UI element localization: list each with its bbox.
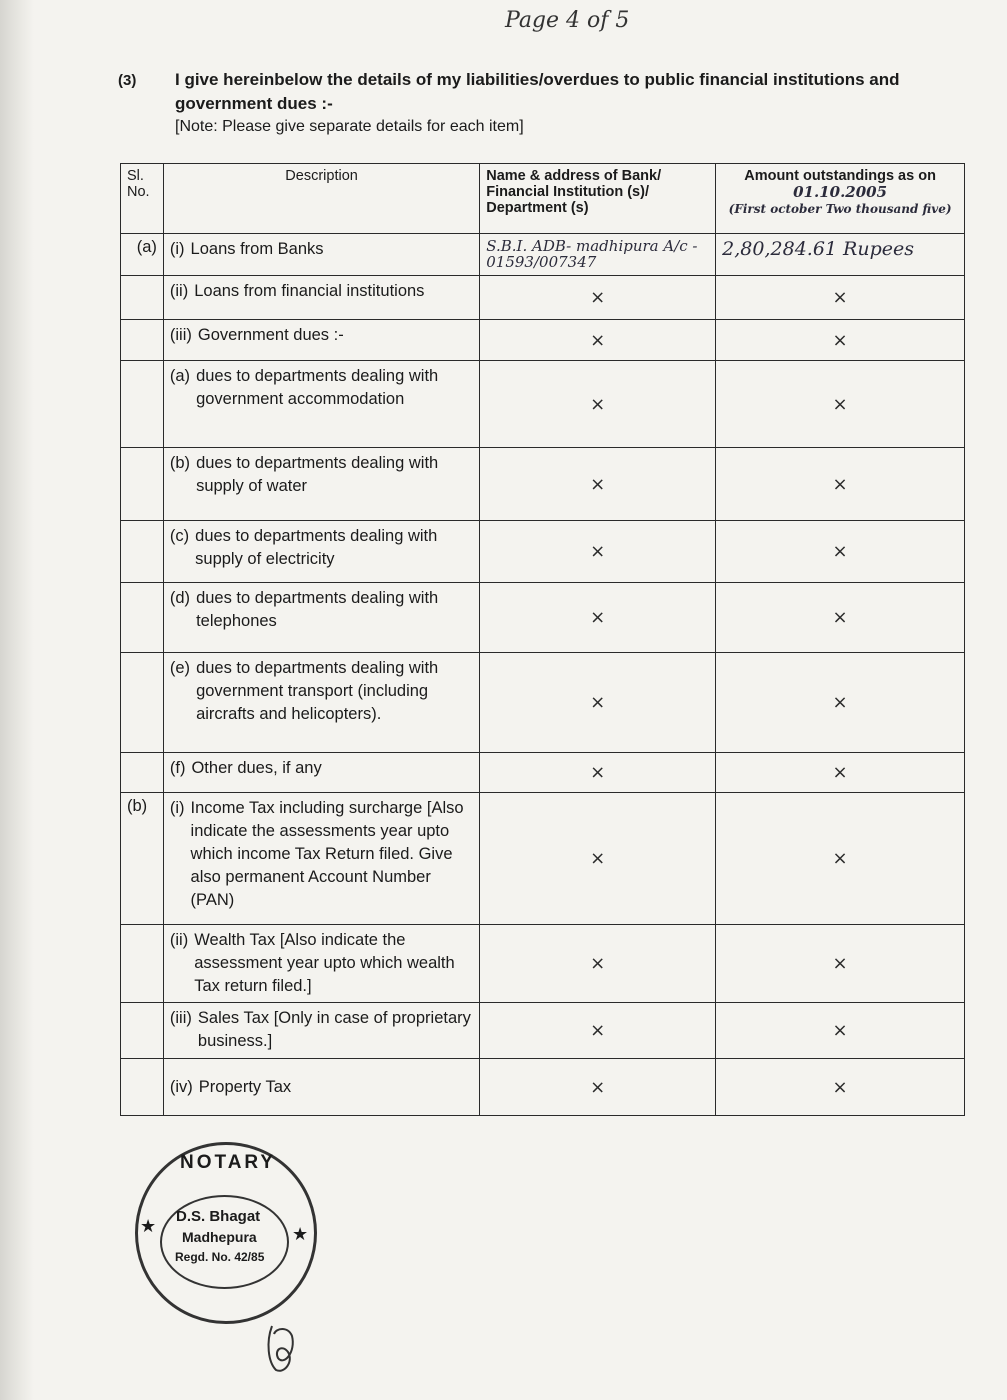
star-icon: ★ [140, 1216, 157, 1236]
row-marker: (d) [169, 589, 191, 607]
row-bank-cross: × [480, 521, 716, 583]
row-amount-handwritten: 2,80,284.61 Rupees [716, 234, 965, 276]
table-row [121, 1003, 965, 1059]
row-sl [121, 361, 164, 448]
row-description [163, 234, 479, 276]
row-sl [121, 1059, 164, 1116]
row-desc-text: Other dues, if any [191, 759, 322, 777]
row-description [163, 925, 479, 1003]
table-row [121, 583, 965, 653]
row-desc-text: Sales Tax [Only in case of proprietary business.] [197, 1009, 471, 1050]
row-bank-cross: × [480, 753, 716, 793]
row-bank-cross: × [480, 320, 716, 361]
row-description [163, 320, 479, 361]
row-sl [121, 753, 164, 793]
section-note: [Note: Please give separate details for each item] [175, 118, 524, 135]
row-description [163, 361, 479, 448]
notary-stamp-place: Madhepura [182, 1229, 257, 1245]
row-bank-cross: × [480, 1003, 716, 1059]
row-marker: (f) [169, 759, 186, 777]
header-description: Description [163, 164, 479, 234]
table-row [121, 925, 965, 1003]
row-bank-cross: × [480, 276, 716, 320]
row-bank-cross: × [480, 583, 716, 653]
page-left-edge-shadow [0, 0, 34, 1400]
row-bank-cross: × [480, 448, 716, 521]
row-desc-text: dues to departments dealing with supply of electricity [195, 527, 438, 568]
table-row [121, 753, 965, 793]
row-marker: (ii) [169, 282, 189, 300]
row-description [163, 521, 479, 583]
table-row [121, 234, 965, 276]
row-description [163, 1059, 479, 1116]
row-bank-cross: × [480, 1059, 716, 1116]
notary-stamp-title: NOTARY [180, 1152, 277, 1173]
header-sl-no: Sl. No. [121, 164, 164, 234]
row-sl: (a) [121, 234, 164, 276]
row-sl [121, 653, 164, 753]
header-amount-date: 01.10.2005 [793, 183, 888, 201]
row-bank-cross: × [480, 925, 716, 1003]
row-desc-text: Loans from Banks [190, 240, 324, 258]
table-row [121, 521, 965, 583]
row-amount-cross: × [716, 1003, 965, 1059]
table-row [121, 1059, 965, 1116]
row-description [163, 793, 479, 925]
row-description [163, 653, 479, 753]
signature-scribble [262, 1322, 300, 1374]
row-marker: (ii) [169, 931, 189, 949]
row-bank-cross: × [480, 653, 716, 753]
header-bank: Name & address of Bank/ Financial Institution (s)/ Department (s) [480, 164, 716, 234]
table-row [121, 793, 965, 925]
row-marker: (e) [169, 659, 191, 677]
row-desc-text: Government dues :- [197, 326, 344, 344]
header-amount [716, 164, 965, 234]
row-marker: (i) [169, 799, 185, 817]
row-desc-text: dues to departments dealing with telephones [196, 589, 439, 630]
row-marker: (iv) [169, 1077, 193, 1096]
item-number: (3) [118, 72, 137, 89]
row-amount-cross: × [716, 925, 965, 1003]
row-description [163, 276, 479, 320]
row-amount-cross: × [716, 320, 965, 361]
row-marker: (a) [169, 367, 191, 385]
row-description [163, 1003, 479, 1059]
row-desc-text: dues to departments dealing with supply of water [196, 454, 439, 495]
row-amount-cross: × [716, 583, 965, 653]
star-icon: ★ [292, 1224, 309, 1244]
row-description [163, 448, 479, 521]
section-heading: I give hereinbelow the details of my liabilities/overdues to public financial institutions and government dues :- [175, 70, 900, 113]
header-amount-prefix: Amount outstandings as on [744, 168, 936, 184]
row-marker: (iii) [169, 1009, 192, 1027]
row-amount-cross: × [716, 793, 965, 925]
row-sl [121, 276, 164, 320]
header-amount-date-words: (First october Two thousand five) [728, 202, 952, 216]
table-row [121, 276, 965, 320]
liabilities-table [120, 163, 965, 1116]
row-description [163, 753, 479, 793]
row-desc-text: Wealth Tax [Also indicate the assessment year upto which wealth Tax return filed.] [194, 931, 455, 995]
row-sl [121, 448, 164, 521]
row-sl [121, 1003, 164, 1059]
row-marker: (iii) [169, 326, 192, 344]
row-bank-cross: × [480, 793, 716, 925]
row-amount-cross: × [716, 276, 965, 320]
row-desc-text: Income Tax including surcharge [Also indicate the assessments year upto which income Tax Return filed. Give also permanent Account Number (PAN) [190, 799, 464, 909]
table-row [121, 653, 965, 753]
row-bank-handwritten: S.B.I. ADB- madhipura A/c - 01593/007347 [480, 234, 716, 276]
row-marker: (c) [169, 527, 190, 545]
row-desc-text: dues to departments dealing with government accommodation [196, 367, 439, 408]
row-amount-cross: × [716, 521, 965, 583]
row-amount-cross: × [716, 753, 965, 793]
table-row [121, 361, 965, 448]
row-amount-cross: × [716, 1059, 965, 1116]
row-amount-cross: × [716, 361, 965, 448]
row-desc-text: Property Tax [198, 1077, 292, 1096]
row-description [163, 583, 479, 653]
row-amount-cross: × [716, 448, 965, 521]
row-bank-cross: × [480, 361, 716, 448]
row-desc-text: dues to departments dealing with government transport (including aircrafts and helicopters). [196, 659, 439, 723]
row-sl [121, 583, 164, 653]
notary-stamp-name: D.S. Bhagat [176, 1208, 261, 1225]
row-sl [121, 521, 164, 583]
row-sl [121, 925, 164, 1003]
row-marker: (i) [169, 240, 185, 258]
row-desc-text: Loans from financial institutions [194, 282, 425, 300]
page-number: Page 4 of 5 [505, 8, 630, 33]
table-row [121, 448, 965, 521]
row-marker: (b) [169, 454, 191, 472]
table-row [121, 320, 965, 361]
notary-stamp-reg: Regd. No. 42/85 [175, 1250, 265, 1264]
row-sl [121, 320, 164, 361]
row-sl: (b) [121, 793, 164, 925]
row-amount-cross: × [716, 653, 965, 753]
